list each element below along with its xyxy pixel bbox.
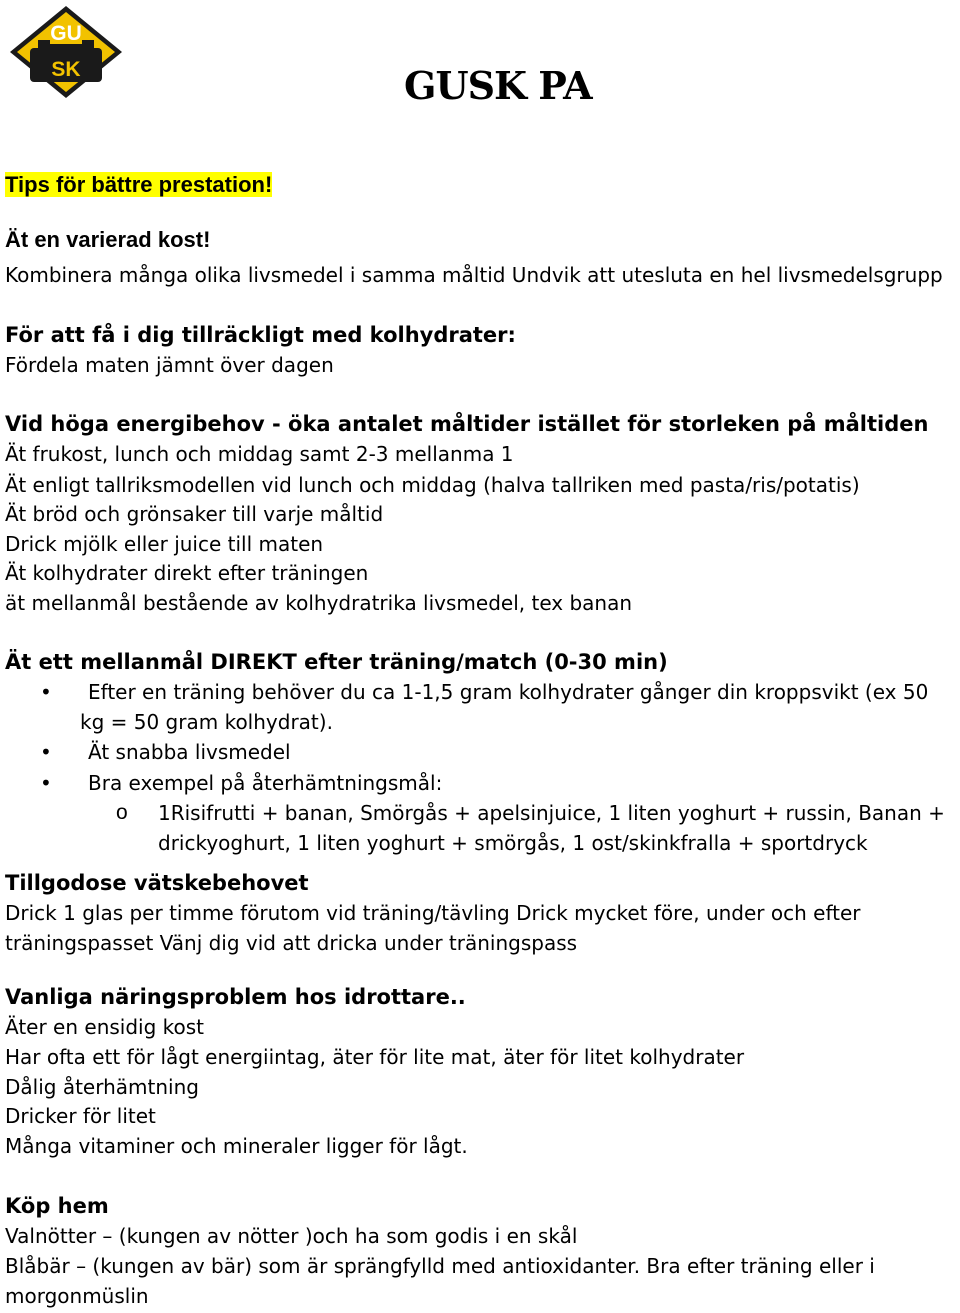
sub-bullet-text: 1Risifrutti + banan, Smörgås + apelsinjuice, 1 liten yoghurt + russin, Banan + xyxy=(158,801,945,825)
section-heading-buy: Köp hem xyxy=(5,1194,109,1218)
section-heading-fluids: Tillgodose vätskebehovet xyxy=(5,871,309,895)
gusk-logo xyxy=(8,4,124,100)
problems-line: Har ofta ett för lågt energiintag, äter för lite mat, äter för litet kolhydrater xyxy=(5,1045,745,1069)
tips-heading-row xyxy=(5,170,272,200)
section-text-carbs: Fördela maten jämnt över dagen xyxy=(5,353,334,377)
fluids-text: träningspasset Vänj dig vid att dricka under träningspass xyxy=(5,931,578,955)
sub-bullet-marker: o xyxy=(116,801,128,824)
bullet-text: Bra exempel på återhämtningsmål: xyxy=(88,771,443,795)
section-heading-problems: Vanliga näringsproblem hos idrottare.. xyxy=(5,985,466,1009)
section-heading-carbs: För att få i dig tillräckligt med kolhydrater: xyxy=(5,323,516,347)
energy-line: Ät kolhydrater direkt efter träningen xyxy=(5,561,369,585)
bullet-text: Efter en träning behöver du ca 1-1,5 gram kolhydrater gånger din kroppsvikt (ex 50 xyxy=(88,680,929,704)
buy-line: Valnötter – (kungen av nötter )och ha som godis i en skål xyxy=(5,1224,578,1248)
logo-text-gu: GU xyxy=(50,22,82,45)
page-title: GUSK PA xyxy=(404,63,592,108)
fluids-text: Drick 1 glas per timme förutom vid träning/tävling Drick mycket före, under och efter xyxy=(5,901,861,925)
problems-line: Dålig återhämtning xyxy=(5,1075,199,1099)
tips-heading: Tips för bättre prestation! xyxy=(5,172,273,197)
bullet-marker: • xyxy=(40,740,52,764)
bullet-marker: • xyxy=(40,771,52,795)
energy-line: Ät frukost, lunch och middag samt 2-3 mellanma 1 xyxy=(5,442,514,466)
sub-bullet-text-continuation: drickyoghurt, 1 liten yoghurt + smörgås, 1 ost/skinkfralla + sportdryck xyxy=(158,831,868,855)
logo-text-sk: SK xyxy=(51,58,81,81)
problems-line: Många vitaminer och mineraler ligger för lågt. xyxy=(5,1134,468,1158)
section-text-varied-diet: Kombinera många olika livsmedel i samma måltid Undvik att utesluta en hel livsmedelsgrupp xyxy=(5,263,943,287)
energy-line: ät mellanmål bestående av kolhydratrika livsmedel, tex banan xyxy=(5,591,633,615)
buy-line: Blåbär – (kungen av bär) som är sprängfylld med antioxidanter. Bra efter träning eller i xyxy=(5,1254,875,1278)
buy-line: morgonmüslin xyxy=(5,1284,149,1308)
energy-line: Ät bröd och grönsaker till varje måltid xyxy=(5,502,384,526)
energy-line: Drick mjölk eller juice till maten xyxy=(5,532,324,556)
bullet-text-continuation: kg = 50 gram kolhydrat). xyxy=(80,710,333,734)
section-heading-snack: Ät ett mellanmål DIREKT efter träning/match (0-30 min) xyxy=(5,650,668,674)
problems-line: Dricker för litet xyxy=(5,1104,156,1128)
section-heading-varied-diet: Ät en varierad kost! xyxy=(5,227,211,252)
section-heading-energy: Vid höga energibehov - öka antalet måltider istället för storleken på måltiden xyxy=(5,412,929,436)
problems-line: Äter en ensidig kost xyxy=(5,1015,205,1039)
bullet-marker: • xyxy=(40,680,52,704)
bullet-text: Ät snabba livsmedel xyxy=(88,740,291,764)
energy-line: Ät enligt tallriksmodellen vid lunch och middag (halva tallriken med pasta/ris/potatis) xyxy=(5,473,860,497)
